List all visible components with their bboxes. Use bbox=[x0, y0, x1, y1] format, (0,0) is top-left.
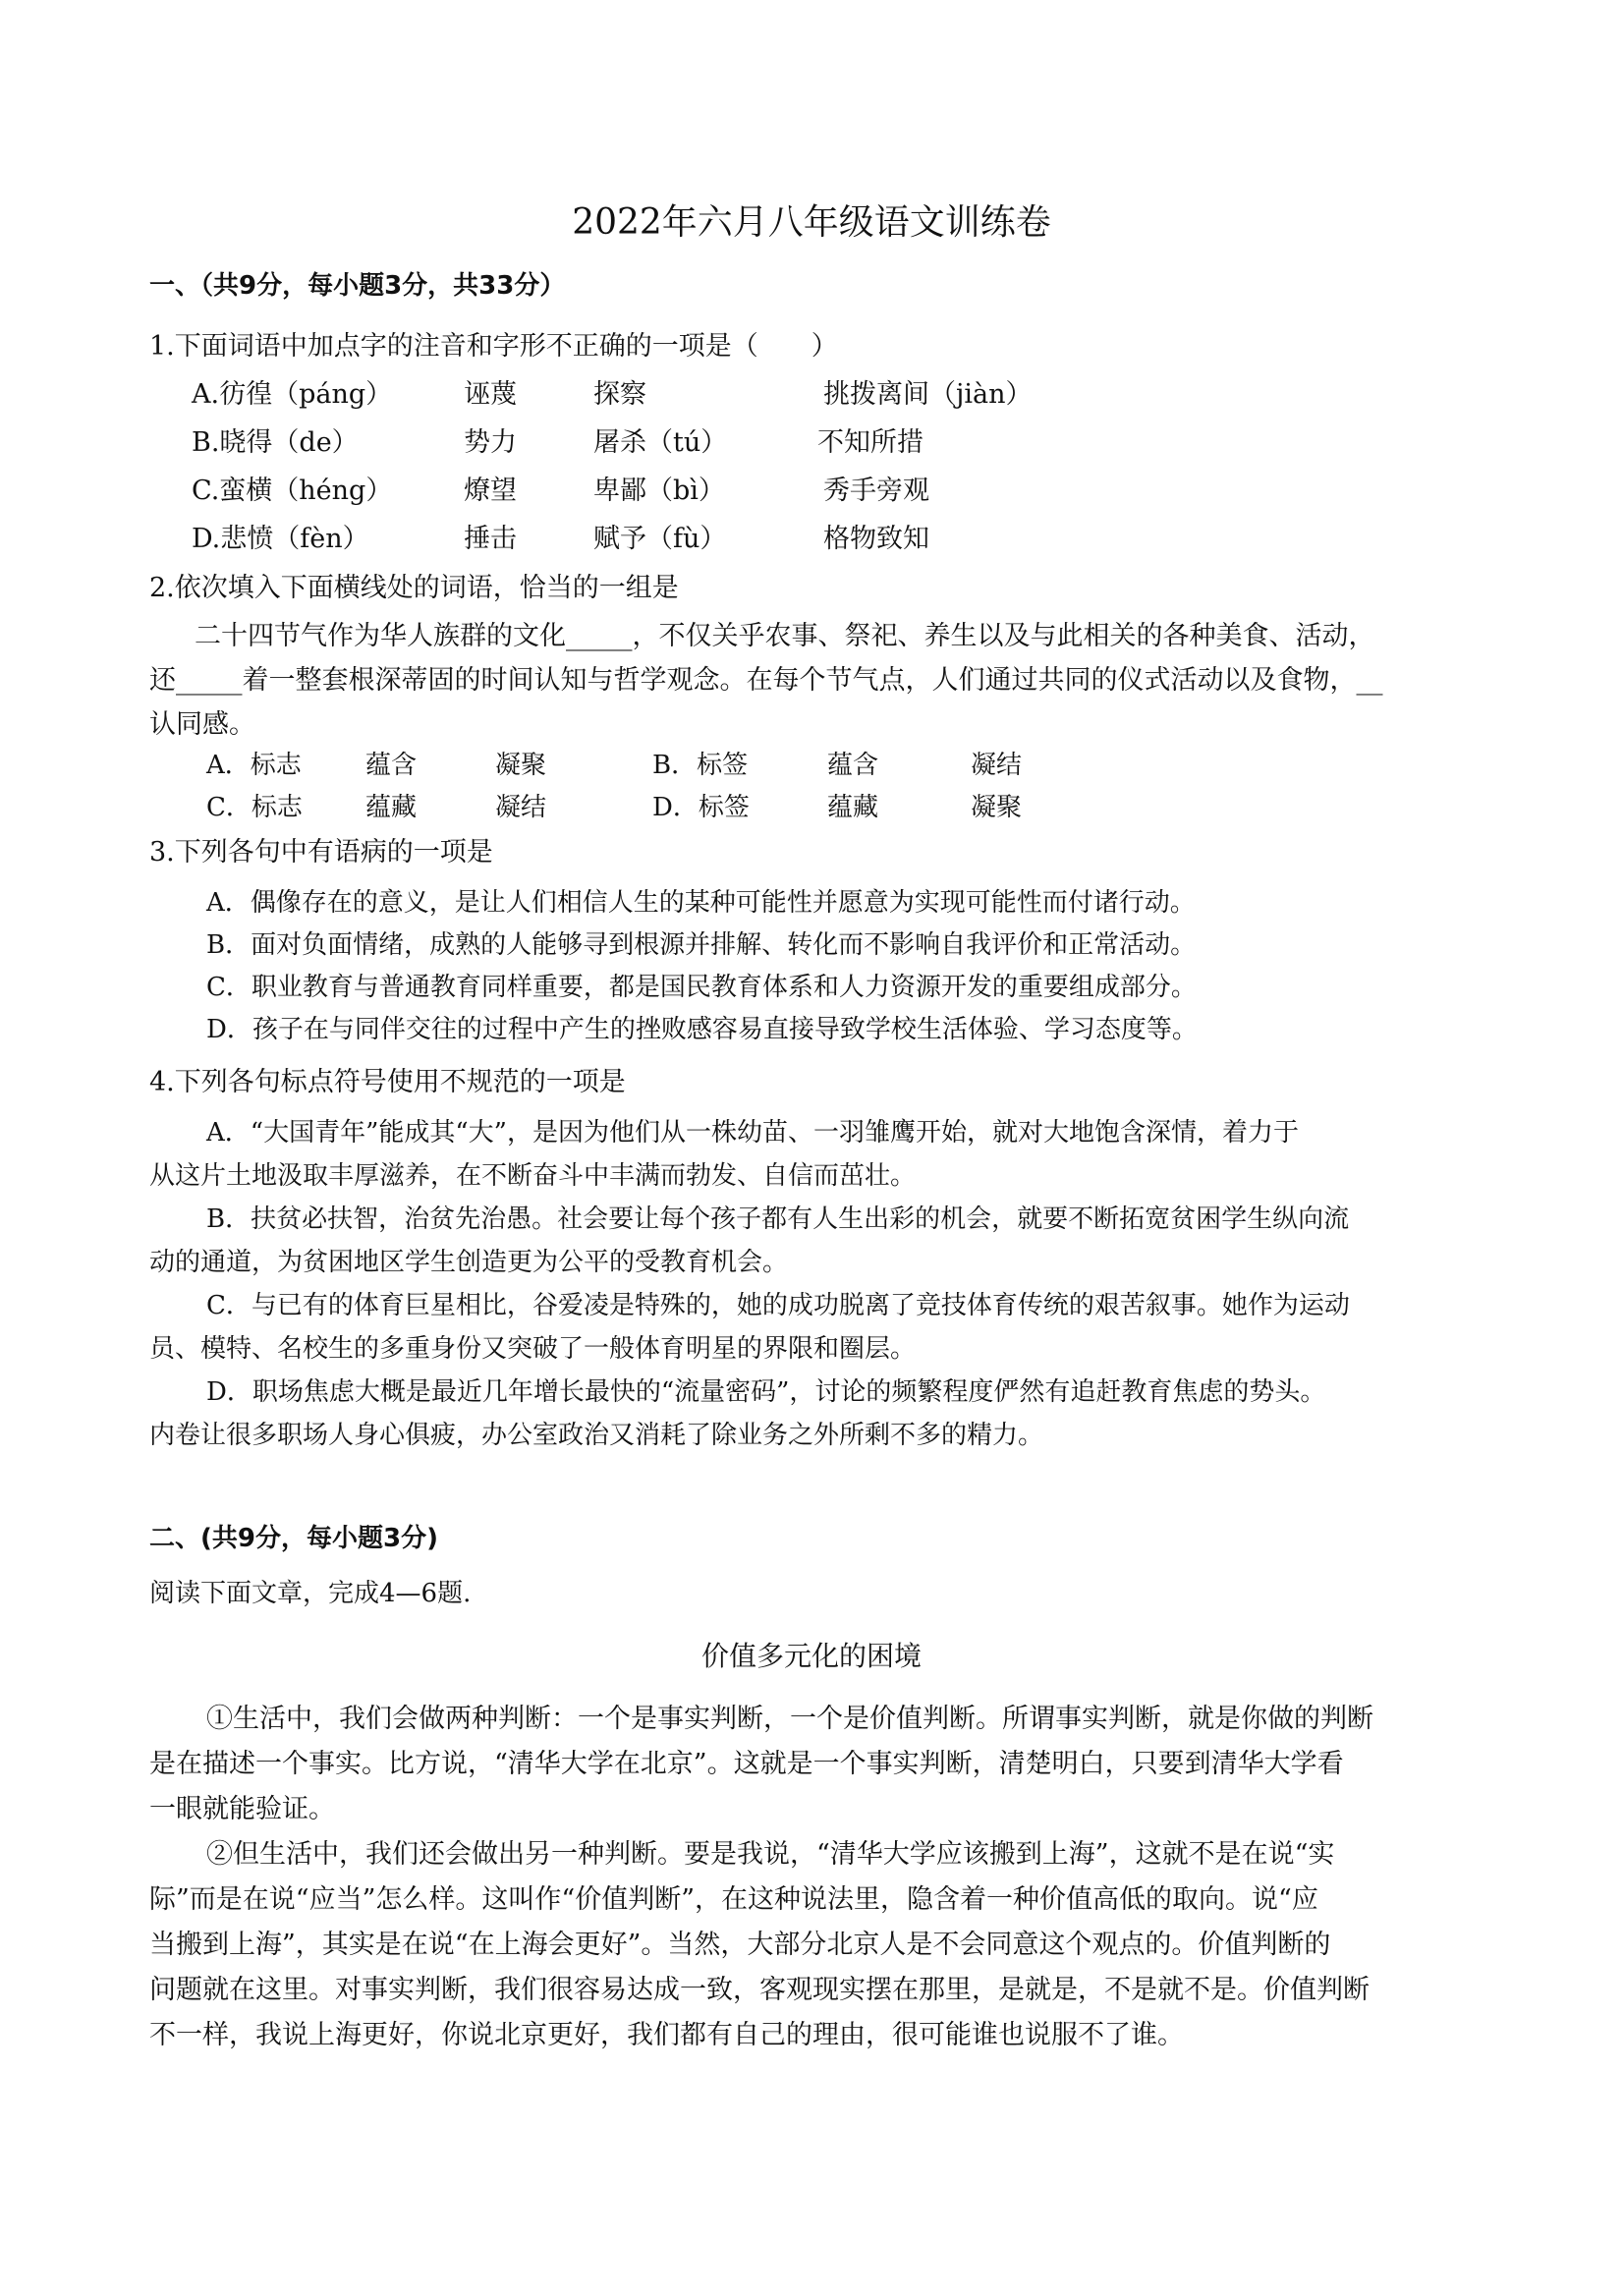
q3-option-c: C．职业教育与普通教育同样重要，都是国民教育体系和人力资源开发的重要组成部分。 bbox=[206, 973, 1197, 1002]
page-title: 2022年六月八年级语文训练卷 bbox=[572, 202, 1051, 243]
q1-row-c-col1: C.蛮横（héng） bbox=[192, 476, 393, 506]
q1-row-c-col2: 燎望 bbox=[464, 476, 517, 506]
q1-row-d-col1: D.悲愤（fèn） bbox=[192, 524, 369, 554]
section2-header: 二、(共9分，每小题3分) bbox=[149, 1524, 438, 1553]
q4-stem: 4.下列各句标点符号使用不规范的一项是 bbox=[149, 1067, 626, 1097]
q4-option-c-line2: 员、模特、名校生的多重身份又突破了一般体育明星的界限和圈层。 bbox=[149, 1334, 917, 1364]
q1-row-d-col4: 格物致知 bbox=[823, 524, 929, 554]
q4-option-b-line2: 动的通道，为贫困地区学生创造更为公平的受教育机会。 bbox=[149, 1248, 789, 1277]
q2-opt-b-3: 凝结 bbox=[971, 751, 1023, 780]
q2-opt-b-2: 蕴含 bbox=[827, 751, 879, 780]
section1-header: 一、（共9分，每小题3分，共33分） bbox=[149, 271, 566, 301]
q3-option-a: A．偶像存在的意义，是让人们相信人生的某种可能性并愿意为实现可能性而付诸行动。 bbox=[206, 888, 1196, 918]
article-p2-line4: 问题就在这里。对事实判断，我们很容易达成一致，客观现实摆在那里，是就是，不是就不是。价值判断 bbox=[149, 1975, 1370, 2005]
q4-option-d-line1: D．职场焦虑大概是最近几年增长最快的“流量密码”，讨论的频繁程度俨然有追赶教育焦虑的势头。 bbox=[206, 1377, 1326, 1407]
q3-option-d: D．孩子在与同伴交往的过程中产生的挫败感容易直接导致学校生活体验、学习态度等。 bbox=[206, 1015, 1198, 1044]
q2-opt-c-2: 蕴藏 bbox=[365, 793, 418, 822]
article-p1-line2: 是在描述一个事实。比方说，“清华大学在北京”。这就是一个事实判断，清楚明白，只要到清华大学看 bbox=[149, 1749, 1344, 1779]
q2-opt-a-1: A．标志 bbox=[206, 751, 302, 780]
q3-option-b: B．面对负面情绪，成熟的人能够寻到根源并排解、转化而不影响自我评价和正常活动。 bbox=[206, 930, 1197, 960]
q1-row-b-col4: 不知所措 bbox=[817, 427, 923, 458]
q4-option-a-line2: 从这片土地汲取丰厚滋养，在不断奋斗中丰满而勃发、自信而茁壮。 bbox=[149, 1161, 917, 1191]
q3-stem: 3.下列各句中有语病的一项是 bbox=[149, 837, 493, 868]
q2-opt-d-3: 凝聚 bbox=[971, 793, 1023, 822]
q2-passage-line3: 认同感。 bbox=[149, 709, 255, 740]
q1-row-c-col3: 卑鄙（bì） bbox=[593, 476, 725, 506]
article-p2-line5: 不一样，我说上海更好，你说北京更好，我们都有自己的理由，很可能谁也说服不了谁。 bbox=[149, 2020, 1184, 2050]
q1-row-a-col3: 探察 bbox=[593, 379, 646, 410]
q2-opt-b-1: B．标签 bbox=[652, 751, 749, 780]
q1-stem: 1.下面词语中加点字的注音和字形不正确的一项是（ ） bbox=[149, 331, 838, 362]
q4-option-d-line2: 内卷让很多职场人身心俱疲，办公室政治又消耗了除业务之外所剩不多的精力。 bbox=[149, 1421, 1044, 1450]
q1-row-d-col3: 赋予（fù） bbox=[593, 524, 727, 554]
q2-opt-a-2: 蕴含 bbox=[365, 751, 418, 780]
q4-option-c-line1: C．与已有的体育巨星相比，谷爱凌是特殊的，她的成功脱离了竞技体育传统的艰苦叙事。她作为运动 bbox=[206, 1291, 1350, 1320]
q1-row-a-col1: A.彷徨（páng） bbox=[192, 379, 393, 410]
q1-row-b-col3: 屠杀（tú） bbox=[593, 427, 728, 458]
article-p2-line2: 际”而是在说“应当”怎么样。这叫作“价值判断”，在这种说法里，隐含着一种价值高低的取向。说“应 bbox=[149, 1884, 1318, 1915]
q4-option-b-line1: B．扶贫必扶智，治贫先治愚。社会要让每个孩子都有人生出彩的机会，就要不断拓宽贫困学生纵向流 bbox=[206, 1204, 1350, 1234]
q1-row-d-col2: 捶击 bbox=[464, 524, 517, 554]
q2-passage-line2: 还_____着一整套根深蒂固的时间认知与哲学观念。在每个节气点，人们通过共同的仪式活动以及食物，__ bbox=[149, 665, 1383, 696]
q2-passage-line1: 二十四节气作为华人族群的文化_____，不仅关乎农事、祭祀、养生以及与此相关的各种美食、活动， bbox=[195, 621, 1375, 651]
q1-row-c-col4: 秀手旁观 bbox=[823, 476, 929, 506]
article-p2-line1: ②但生活中，我们还会做出另一种判断。要是我说，“清华大学应该搬到上海”，这就不是在说“实 bbox=[206, 1839, 1335, 1870]
q1-row-a-col2: 诬蔑 bbox=[464, 379, 517, 410]
q4-option-a-line1: A．“大国青年”能成其“大”，是因为他们从一株幼苗、一羽雏鹰开始，就对大地饱含深情，着力于 bbox=[206, 1118, 1299, 1148]
q2-stem: 2.依次填入下面横线处的词语，恰当的一组是 bbox=[149, 573, 679, 603]
article-p1-line3: 一眼就能验证。 bbox=[149, 1794, 335, 1824]
q1-row-b-col2: 势力 bbox=[464, 427, 517, 458]
article-title: 价值多元化的困境 bbox=[700, 1640, 922, 1672]
q2-opt-d-2: 蕴藏 bbox=[827, 793, 879, 822]
q2-opt-d-1: D．标签 bbox=[652, 793, 750, 822]
article-p1-line1: ①生活中，我们会做两种判断：一个是事实判断，一个是价值判断。所谓事实判断，就是你做的判断 bbox=[206, 1704, 1373, 1734]
q2-opt-c-3: 凝结 bbox=[495, 793, 547, 822]
q1-row-b-col1: B.晓得（de） bbox=[192, 427, 359, 458]
reading-intro: 阅读下面文章，完成4—6题. bbox=[149, 1579, 472, 1608]
q1-row-a-col4: 挑拨离间（jiàn） bbox=[823, 379, 1033, 410]
q2-opt-c-1: C．标志 bbox=[206, 793, 303, 822]
q2-opt-a-3: 凝聚 bbox=[495, 751, 547, 780]
article-p2-line3: 当搬到上海”，其实是在说“在上海会更好”。当然，大部分北京人是不会同意这个观点的。价值判断的 bbox=[149, 1930, 1331, 1960]
